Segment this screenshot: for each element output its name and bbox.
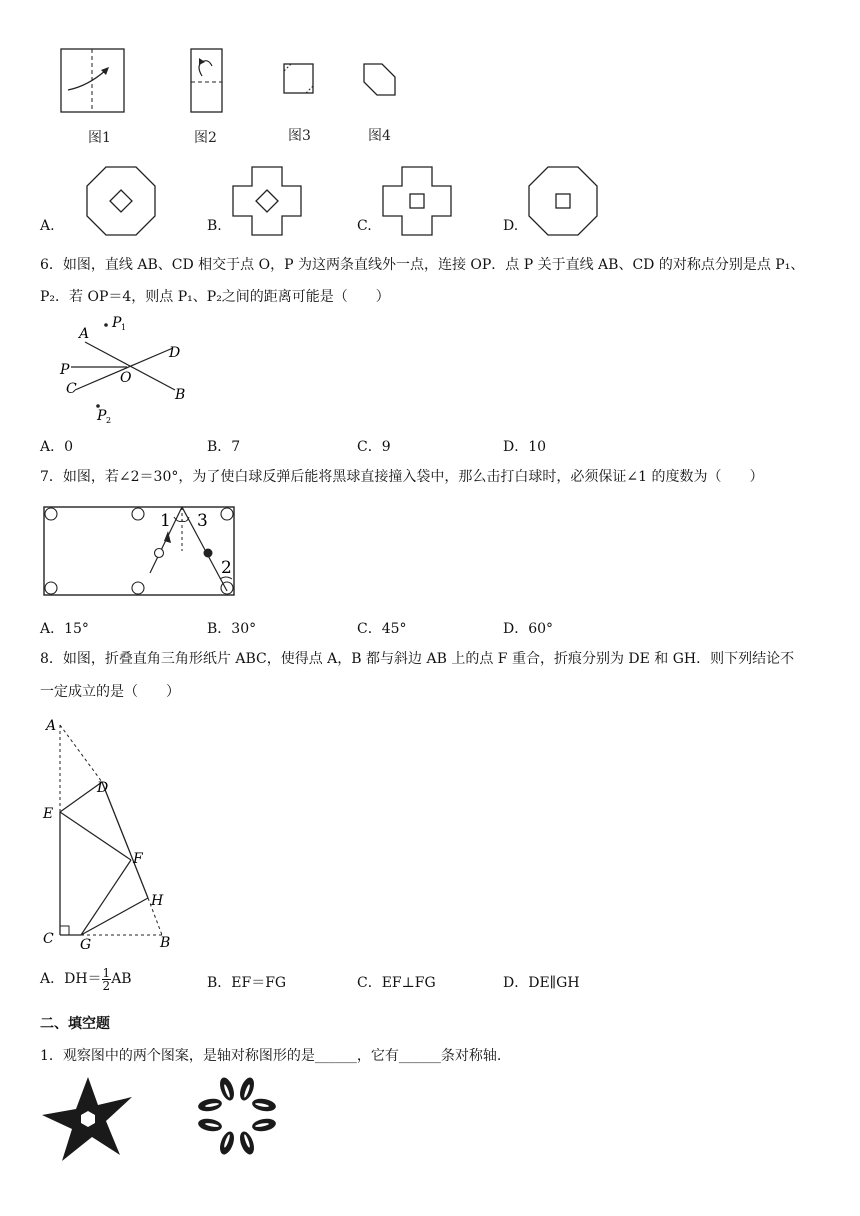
q8-label-f: F: [133, 851, 143, 867]
q8-option-c: C．EF⊥FG: [357, 975, 436, 991]
fill-q1-text: 1．观察图中的两个图案，是轴对称图形的是______，它有______条对称轴.: [40, 1048, 502, 1064]
q8-label-d: D: [97, 780, 109, 796]
q6-option-d: D．10: [503, 439, 547, 455]
q6-label-o: O: [120, 370, 132, 386]
fig-caption-4: 图4: [368, 128, 391, 144]
q8-option-d: D．DE∥GH: [503, 975, 580, 991]
fig-caption-1: 图1: [88, 130, 111, 146]
one-half-fraction: [102, 967, 112, 992]
q6-label-c: C: [66, 381, 77, 397]
q5-option-a-label: A.: [40, 218, 55, 234]
q6-label-d: D: [169, 345, 181, 361]
q6-option-b: B．7: [207, 439, 241, 455]
q6-label-p: P: [60, 362, 70, 378]
q8-label-c: C: [43, 931, 54, 947]
q7-angle-1: 1: [160, 511, 171, 531]
q8-option-b: B．EF＝FG: [207, 975, 287, 991]
q5-option-b-label: B.: [207, 218, 222, 234]
q6-label-p2: P: [97, 408, 107, 424]
q8-label-b: B: [160, 935, 171, 951]
q8-triangle-diagram: [40, 715, 180, 955]
q6-label-p1: P: [112, 315, 122, 331]
q6-text-line1: 6．如图，直线 AB、CD 相交于点 O，P 为这两条直线外一点，连接 OP．点 P 关于直线 AB、CD 的对称点分别是点 P₁、: [40, 257, 805, 273]
q6-label-p2-sub: 2: [106, 416, 112, 425]
fold-figure-3: [283, 63, 315, 95]
fold-figure-4: [363, 63, 397, 97]
option-a-octagon-diamond: [86, 166, 156, 236]
star-pattern-figure: [40, 1075, 136, 1163]
q6-diagram: [55, 312, 195, 427]
q7-angle-2: 2: [221, 558, 232, 578]
q8-label-h: H: [151, 893, 164, 909]
q7-option-a: A．15°: [40, 621, 89, 637]
fig-caption-3: 图3: [288, 128, 311, 144]
fig-caption-2: 图2: [194, 130, 217, 146]
q7-option-b: B．30°: [207, 621, 257, 637]
q6-option-a: A．0: [40, 439, 74, 455]
q7-option-c: C．45°: [357, 621, 407, 637]
option-d-octagon-square: [528, 166, 598, 236]
q8-label-a: A: [46, 718, 57, 734]
fold-figure-1: [60, 48, 126, 114]
fraction-numerator: 1: [102, 965, 111, 980]
petal-pattern-figure: [192, 1075, 282, 1157]
q5-option-c-label: C.: [357, 218, 372, 234]
q8-text-line2: 一定成立的是（ ）: [40, 684, 180, 700]
option-c-cross-square: [382, 166, 452, 236]
q8-option-a: [40, 964, 132, 994]
q8-option-a-prefix: A．DH＝: [40, 971, 102, 987]
q7-billiard-diagram: [42, 505, 238, 599]
q7-angle-3: 3: [197, 511, 208, 531]
option-b-cross-diamond: [232, 166, 302, 236]
q8-text-line1: 8．如图，折叠直角三角形纸片 ABC，使得点 A，B 都与斜边 AB 上的点 F 重合，折痕分别为 DE 和 GH．则下列结论不: [40, 651, 795, 667]
q8-label-e: E: [43, 806, 54, 822]
section-title: 二、填空题: [40, 1016, 110, 1032]
q6-option-c: C．9: [357, 439, 391, 455]
q7-text: 7．如图，若∠2＝30°，为了使白球反弹后能将黑球直接撞入袋中，那么击打白球时，必须保证∠1 的度数为（ ）: [40, 469, 764, 485]
q6-label-a: A: [79, 326, 90, 342]
q7-option-d: D．60°: [503, 621, 554, 637]
q6-label-p1-sub: 1: [121, 323, 127, 332]
q6-text-line2: P₂．若 OP＝4，则点 P₁、P₂之间的距离可能是（ ）: [40, 289, 390, 305]
q6-label-b: B: [175, 387, 186, 403]
fraction-denominator: 2: [102, 978, 111, 993]
q8-option-a-suffix: AB: [111, 971, 132, 987]
q5-option-d-label: D.: [503, 218, 519, 234]
q8-label-g: G: [80, 937, 92, 953]
fold-figure-2: [190, 48, 224, 114]
